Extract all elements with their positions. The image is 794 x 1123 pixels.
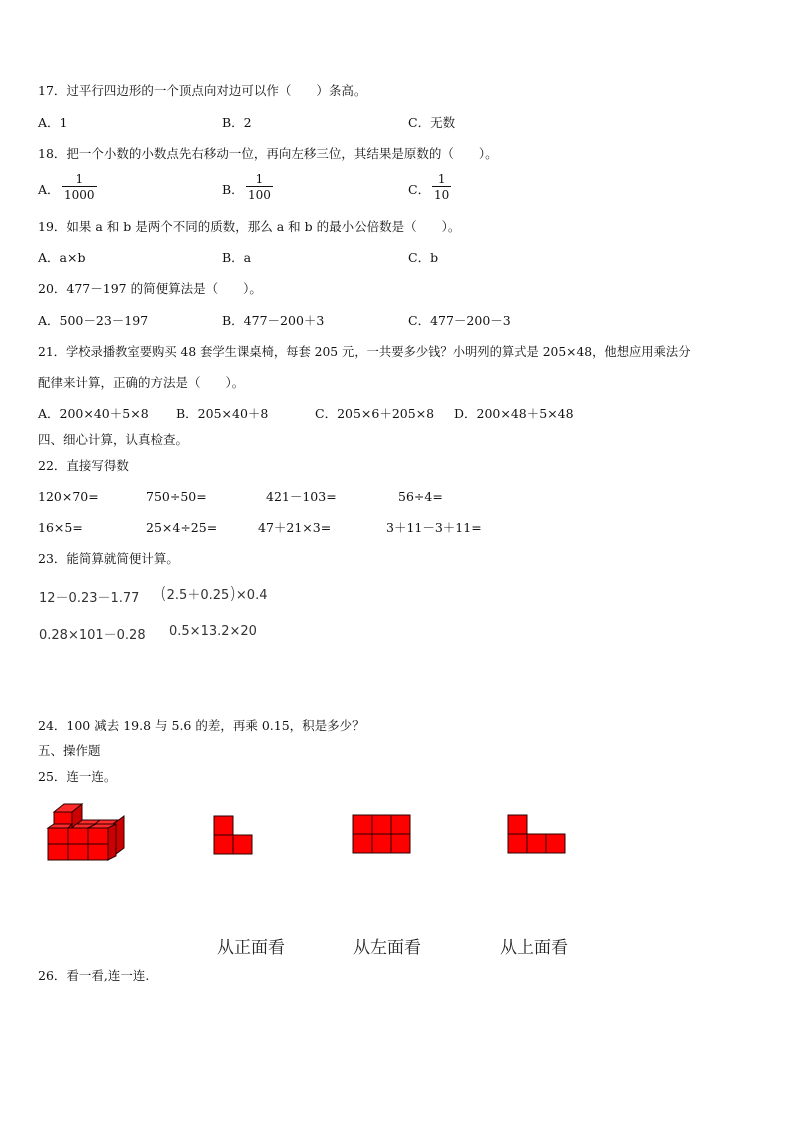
q22-r2-c4: 3＋11－3＋11= <box>386 520 482 535</box>
q18-option-c-letter: C． <box>408 182 431 197</box>
q22-r2-c1: 16×5= <box>38 520 83 535</box>
q18-option-a-fraction <box>62 172 97 202</box>
q22-r1-c4: 56÷4= <box>398 489 443 504</box>
cube-solid-figure <box>44 802 128 864</box>
q20-option-a: A．500－23－197 <box>38 313 149 328</box>
fraction-denominator: 10 <box>434 188 450 202</box>
q18-option-a-letter: A． <box>38 182 60 197</box>
q21-option-b: B．205×40＋8 <box>176 406 269 421</box>
question-20-stem: 20．477－197 的简便算法是（ ）。 <box>38 281 262 296</box>
q22-r1-c1: 120×70= <box>38 489 99 504</box>
question-25-stem: 25．连一连。 <box>38 769 117 784</box>
q23-expr-2-inner: 2.5＋0.25 <box>166 588 230 603</box>
open-paren: ( <box>160 584 167 604</box>
question-22-stem: 22．直接写得数 <box>38 458 129 473</box>
q22-r1-c3: 421－103= <box>266 489 337 504</box>
q17-option-a: A．1 <box>38 115 68 130</box>
section-5-heading: 五、操作题 <box>38 743 101 758</box>
view-shape-l <box>213 815 255 855</box>
q21-option-c: C．205×6＋205×8 <box>315 406 435 421</box>
question-21-stem-line1: 21．学校录播教室要购买 48 套学生课桌椅，每套 205 元，一共要多少钱？小明列的算式是 205×48，他想应用乘法分 <box>38 345 691 359</box>
q19-option-a: A．a×b <box>38 250 86 265</box>
section-4-heading: 四、细心计算，认真检查。 <box>38 432 189 447</box>
view-shape-grid <box>352 814 412 855</box>
q17-option-b: B．2 <box>222 115 252 130</box>
question-26-stem: 26．看一看,连一连. <box>38 968 150 983</box>
q23-expr-1: 12－0.23－1.77 <box>39 591 140 606</box>
question-24-stem: 24．100 减去 19.8 与 5.6 的差，再乘 0.15，积是多少？ <box>38 718 365 733</box>
q17-option-c: C．无数 <box>408 115 456 130</box>
q23-expr-4: 0.5×13.2×20 <box>169 624 257 639</box>
fraction-numerator: 1 <box>255 172 264 186</box>
q21-option-d: D．200×48＋5×48 <box>454 406 574 421</box>
q19-option-c: C．b <box>408 250 439 265</box>
q18-option-b-fraction <box>246 172 273 202</box>
q22-r2-c2: 25×4÷25= <box>146 520 218 535</box>
q19-option-b: B．a <box>222 250 252 265</box>
label-left-view: 从左面看 <box>353 938 421 958</box>
close-paren: ) <box>229 584 236 604</box>
question-19-stem: 19．如果 a 和 b 是两个不同的质数，那么 a 和 b 的最小公倍数是（ ）。 <box>38 219 461 234</box>
question-21-stem-line2: 配律来计算，正确的方法是（ ）。 <box>38 375 245 390</box>
q18-option-b-letter: B． <box>222 182 244 197</box>
question-23-stem: 23．能简算就简便计算。 <box>38 551 179 566</box>
fraction-denominator: 100 <box>248 188 271 202</box>
label-top-view: 从上面看 <box>500 938 568 958</box>
question-17-stem: 17．过平行四边形的一个顶点向对边可以作（ ）条高。 <box>38 83 367 98</box>
fraction-numerator: 1 <box>437 172 446 186</box>
question-18-stem: 18．把一个小数的小数点先右移动一位，再向左移三位，其结果是原数的（ ）。 <box>38 146 498 161</box>
q23-expr-3: 0.28×101－0.28 <box>39 628 146 643</box>
fraction-numerator: 1 <box>75 172 84 186</box>
fraction-denominator: 1000 <box>64 188 95 202</box>
label-front-view: 从正面看 <box>217 938 285 958</box>
q20-option-c: C．477－200－3 <box>408 313 511 328</box>
q18-option-c-fraction <box>432 172 451 202</box>
q23-expr-2-tail: ×0.4 <box>235 588 268 603</box>
q22-r2-c3: 47＋21×3= <box>258 520 332 535</box>
q23-expr-2 <box>160 584 267 604</box>
q20-option-b: B．477－200＋3 <box>222 313 325 328</box>
view-shape-wide-l <box>507 814 569 855</box>
q21-option-a: A．200×40＋5×8 <box>38 406 149 421</box>
q22-r1-c2: 750÷50= <box>146 489 207 504</box>
